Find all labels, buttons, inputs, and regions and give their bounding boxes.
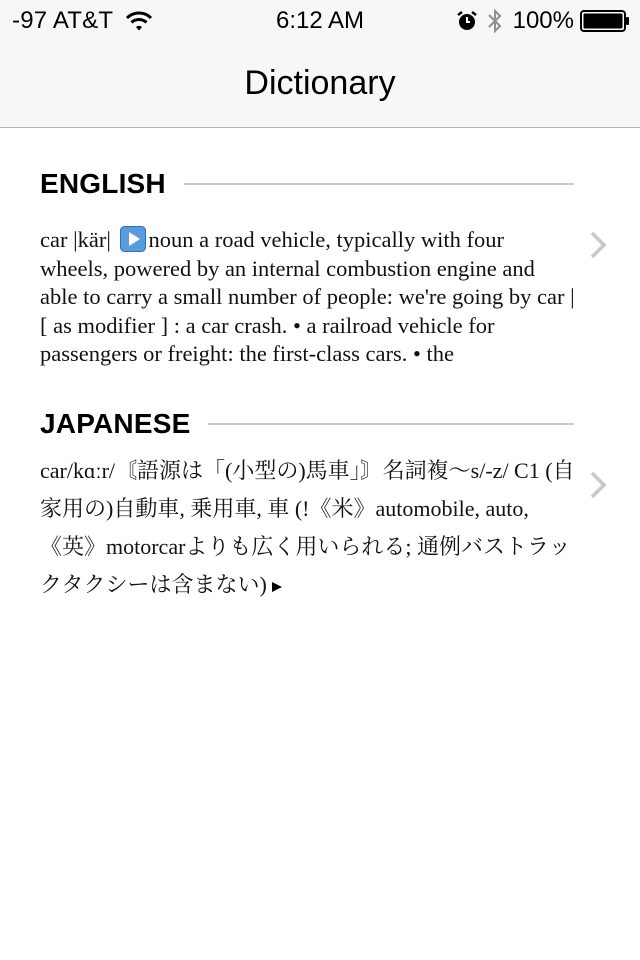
battery-icon — [580, 10, 630, 32]
navigation-bar — [0, 40, 640, 128]
chevron-right-icon[interactable] — [586, 230, 610, 260]
entry-headword: car |kär| — [40, 227, 117, 252]
section-english — [40, 164, 600, 369]
section-divider — [184, 183, 574, 185]
dictionary-entry-english[interactable] — [40, 226, 600, 369]
battery-percent: 100% — [512, 7, 574, 34]
chevron-right-icon[interactable] — [586, 470, 610, 500]
entry-definition-text: car/kɑːr/〘語源は「(小型の)馬車」〙名詞複〜s/-z/ C1 (自家用の)自動車, 乗用車, 車 (!《米》automobile, auto, 《英》motorcarよりも広く用いられる; 通例バストラックタクシーは含まない) — [40, 458, 575, 597]
section-title-english: ENGLISH — [40, 168, 166, 199]
section-japanese — [40, 404, 600, 604]
entry-definition-japanese — [40, 452, 575, 604]
status-time: 6:12 AM — [275, 7, 365, 34]
entry-definition-text: noun a road vehicle, typically with four wheels, powered by an internal combustion engine and able to carry a small number of people: we're going by car | [ as modifier ] : a car crash. • a railroad vehicle for passengers or freight: the first-class cars. • the — [40, 227, 575, 366]
alarm-icon — [455, 9, 479, 33]
section-header-english — [40, 164, 600, 204]
page-title: Dictionary — [244, 64, 396, 102]
section-header-japanese — [40, 404, 600, 444]
section-divider — [208, 423, 574, 425]
bluetooth-icon — [487, 8, 503, 34]
status-bar — [0, 0, 640, 40]
dictionary-entry-japanese[interactable] — [40, 452, 600, 604]
section-title-japanese: JAPANESE — [40, 408, 191, 439]
status-right — [455, 7, 630, 35]
entry-definition-english — [40, 226, 575, 369]
more-triangle-icon — [271, 581, 283, 593]
carrier-signal: -97 AT&T — [12, 7, 114, 34]
play-icon[interactable] — [120, 226, 146, 252]
